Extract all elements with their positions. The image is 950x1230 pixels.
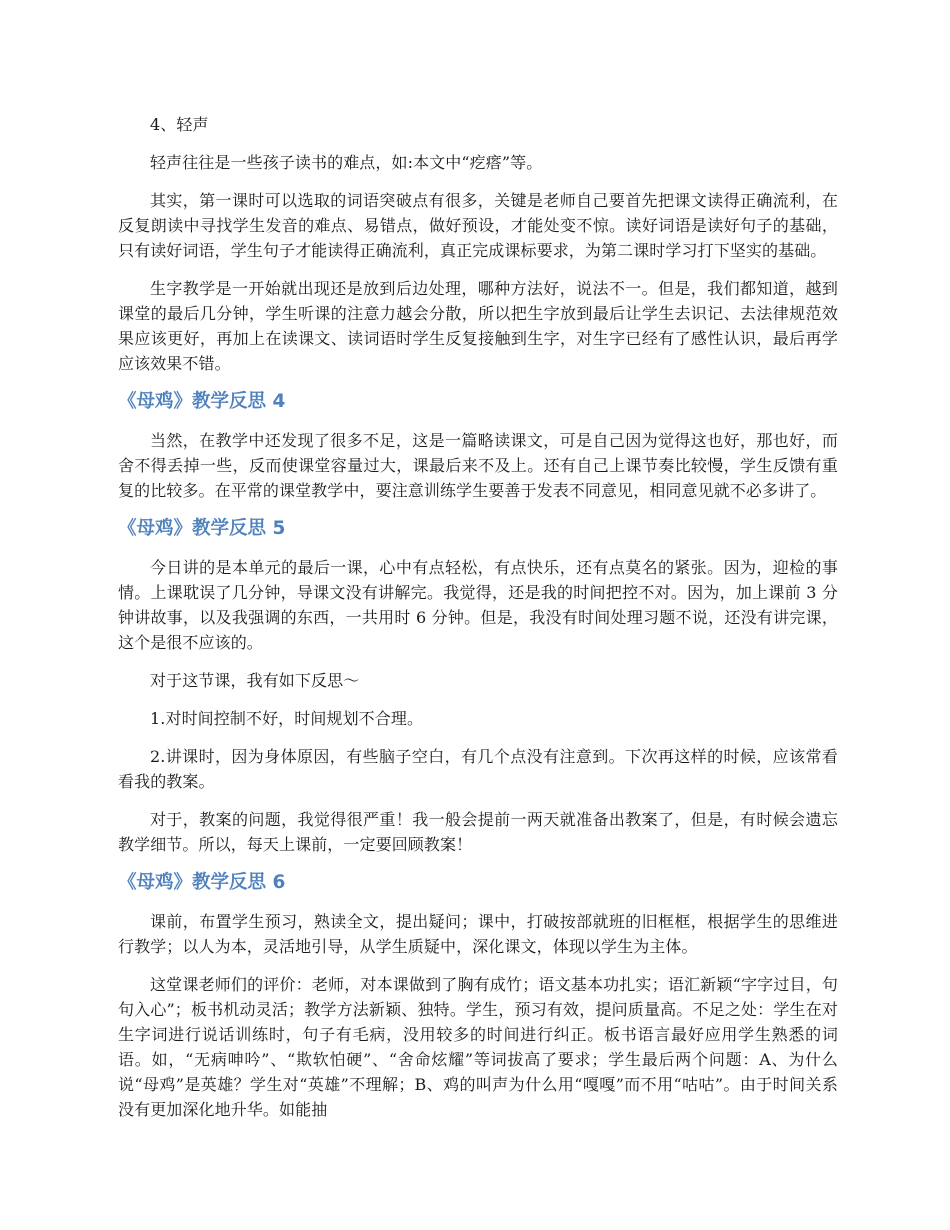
document-page	[118, 112, 838, 1135]
paragraph-reflection-5-point-2: 2.讲课时，因为身体原因，有些脑子空白，有几个点没有注意到。下次再这样的时候，应该常看看我的教案。	[118, 747, 838, 791]
paragraph-character-teaching: 生字教学是一开始就出现还是放到后边处理，哪种方法好，说法不一。但是，我们都知道，越到课堂的最后几分钟，学生听课的注意力越会分散，所以把生字放到最后让学生去识记、去法律规范效果应该更好，再加上在读课文、读词语时学生反复接触到生字，对生字已经有了感性认识，最后再学应该效果不错。	[118, 279, 838, 373]
section-heading-reflection-5: 《母鸡》教学反思 5	[118, 518, 286, 539]
paragraph-reflection-4: 当然，在教学中还发现了很多不足，这是一篇略读课文，可是自己因为觉得这也好，那也好，而舍不得丢掉一些，反而使课堂容量过大，课最后来不及上。还有自己上课节奏比较慢，学生反馈有重复的比较多。在平常的课堂教学中，要注意训练学生要善于发表不同意见，相同意见就不必多讲了。	[118, 431, 838, 500]
paragraph-light-tone: 轻声往往是一些孩子读书的难点，如:本文中“疙瘩”等。	[150, 153, 543, 172]
paragraph-first-lesson: 其实，第一课时可以选取的词语突破点有很多，关键是老师自己要首先把课文读得正确流利，在反复朗读中寻找学生发音的难点、易错点，做好预设，才能处变不惊。读好词语是读好句子的基础，只有读好词语，学生句子才能读得正确流利，真正完成课标要求，为第二课时学习打下坚实的基础。	[118, 191, 838, 260]
paragraph-reflection-6-method: 课前，布置学生预习，熟读全文，提出疑问；课中，打破按部就班的旧框框，根据学生的思维进行教学；以人为本，灵活地引导，从学生质疑中，深化课文，体现以学生为主体。	[118, 912, 838, 956]
paragraph-light-tone-heading: 4、轻声	[150, 115, 209, 134]
paragraph-reflection-5-lesson-plan: 对于，教案的问题，我觉得很严重！我一般会提前一两天就准备出教案了，但是，有时候会遗忘教学细节。所以，每天上课前，一定要回顾教案！	[118, 810, 838, 854]
section-heading-reflection-4: 《母鸡》教学反思 4	[118, 391, 286, 412]
section-heading-reflection-6: 《母鸡》教学反思 6	[118, 872, 286, 893]
paragraph-reflection-6-evaluation: 这堂课老师们的评价：老师，对本课做到了胸有成竹；语文基本功扎实；语汇新颖“字字过目，句句入心”；板书机动灵活；教学方法新颖、独特。学生，预习有效，提问质量高。不足之处：学生在对生字词进行说话训练时，句子有毛病，没用较多的时间进行纠正。板书语言最好应用学生熟悉的词语。如，“无病呻吟”、“欺软怕硬”、“舍命炫耀”等词拔高了要求；学生最后两个问题：A、为什么说“母鸡”是英雄？学生对“英雄”不理解；B、鸡的叫声为什么用“嘎嘎”而不用“咕咕”。由于时间关系没有更加深化地升华。如能抽	[118, 975, 838, 1119]
paragraph-reflection-5-lead: 对于这节课，我有如下反思～	[150, 671, 360, 690]
paragraph-reflection-5-point-1: 1.对时间控制不好，时间规划不合理。	[150, 709, 424, 728]
paragraph-reflection-5-intro: 今日讲的是本单元的最后一课，心中有点轻松，有点快乐，还有点莫名的紧张。因为，迎检的事情。上课耽误了几分钟，导课文没有讲解完。我觉得，还是我的时间把控不对。因为，加上课前 3 分钟讲故事，以及我强调的东西，一共用时 6 分钟。但是，我没有时间处理习题不说，还没有讲完课，这个是很不应该的。	[118, 558, 838, 652]
